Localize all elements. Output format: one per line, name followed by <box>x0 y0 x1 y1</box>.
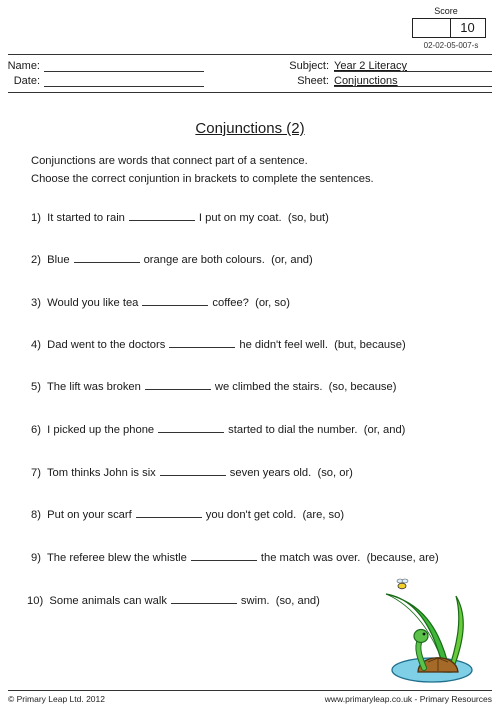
question-7 <box>31 466 353 479</box>
question-options: (but, because) <box>334 339 406 351</box>
answer-blank[interactable] <box>171 594 237 604</box>
answer-blank[interactable] <box>191 551 257 561</box>
page-title: Conjunctions (2) <box>195 120 305 137</box>
question-3 <box>31 296 290 309</box>
question-options: (so, but) <box>287 212 329 224</box>
question-8 <box>31 508 344 521</box>
answer-blank[interactable] <box>136 508 202 518</box>
question-options: (so, or) <box>317 467 353 479</box>
intro-line-2: Choose the correct conjuntion in brackets to complete the sentences. <box>31 173 374 185</box>
question-5 <box>31 380 396 393</box>
question-text-before: It started to rain <box>47 212 125 224</box>
question-4 <box>31 338 406 351</box>
score-total: 10 <box>460 20 475 35</box>
date-field[interactable] <box>44 86 204 87</box>
question-options: (are, so) <box>302 509 345 521</box>
question-10 <box>27 594 320 607</box>
subject-value: Year 2 Literacy <box>334 60 407 72</box>
intro-line-1: Conjunctions are words that connect part of a sentence. <box>31 155 308 167</box>
question-text-after: started to dial the number. <box>228 424 358 436</box>
question-9 <box>31 551 439 564</box>
answer-blank[interactable] <box>145 380 211 390</box>
score-box <box>412 18 486 38</box>
question-text-after: he didn't feel well. <box>239 339 328 351</box>
question-text-before: Tom thinks John is six <box>46 467 156 479</box>
question-text-after: we climbed the stairs. <box>214 381 323 393</box>
header-rule <box>8 92 492 93</box>
question-options: (or, and) <box>363 424 406 436</box>
answer-blank[interactable] <box>142 296 208 306</box>
question-2 <box>31 253 313 266</box>
question-6 <box>31 423 405 436</box>
answer-blank[interactable] <box>129 211 195 221</box>
footer-copyright: © Primary Leap Ltd. 2012 <box>8 694 105 704</box>
turtle-with-leaf-and-bee-icon <box>380 576 476 686</box>
subject-label: Subject: <box>289 60 329 72</box>
score-entry-field[interactable] <box>413 19 451 37</box>
date-label: Date: <box>13 75 40 87</box>
footer-website: www.primaryleap.co.uk - Primary Resources <box>324 694 492 704</box>
answer-blank[interactable] <box>158 423 224 433</box>
question-text-before: Would you like tea <box>47 297 139 309</box>
score-label: Score <box>434 6 458 16</box>
question-number: 2) <box>31 254 41 266</box>
question-text-after: I put on my coat. <box>198 212 282 224</box>
top-rule <box>8 54 492 55</box>
question-options: (or, and) <box>271 254 313 266</box>
question-number: 5) <box>31 381 41 393</box>
sheet-code: 02-02-05-007-s <box>423 41 479 50</box>
question-options: (or, so) <box>255 297 290 309</box>
question-text-after: swim. <box>240 595 270 607</box>
question-text-before: Put on your scarf <box>47 509 132 521</box>
question-options: (so, and) <box>275 595 320 607</box>
question-text-after: coffee? <box>212 297 249 309</box>
answer-blank[interactable] <box>74 253 140 263</box>
question-text-after: the match was over. <box>260 552 361 564</box>
sheet-line <box>334 86 492 87</box>
question-text-before: Dad went to the doctors <box>47 339 166 351</box>
question-1 <box>31 211 329 224</box>
sheet-value: Conjunctions <box>334 75 398 87</box>
footer-rule <box>8 690 492 691</box>
sheet-label: Sheet: <box>297 75 329 87</box>
question-text-before: The lift was broken <box>46 381 141 393</box>
answer-blank[interactable] <box>169 338 235 348</box>
question-number: 7) <box>31 467 41 479</box>
question-number: 4) <box>31 339 41 351</box>
question-text-after: seven years old. <box>229 467 312 479</box>
subject-line <box>334 71 492 72</box>
question-text-before: I picked up the phone <box>47 424 155 436</box>
question-number: 10) <box>27 595 44 607</box>
question-text-before: Some animals can walk <box>49 595 167 607</box>
question-text-before: Blue <box>47 254 70 266</box>
question-text-before: The referee blew the whistle <box>46 552 187 564</box>
question-text-after: orange are both colours. <box>143 254 265 266</box>
name-field[interactable] <box>44 71 204 72</box>
question-number: 3) <box>31 297 41 309</box>
question-number: 8) <box>31 509 41 521</box>
question-number: 6) <box>31 424 41 436</box>
name-label: Name: <box>7 60 40 72</box>
question-number: 1) <box>31 212 41 224</box>
answer-blank[interactable] <box>160 466 226 476</box>
question-text-after: you don't get cold. <box>205 509 297 521</box>
question-options: (so, because) <box>328 381 397 393</box>
question-number: 9) <box>31 552 41 564</box>
question-options: (because, are) <box>366 552 439 564</box>
